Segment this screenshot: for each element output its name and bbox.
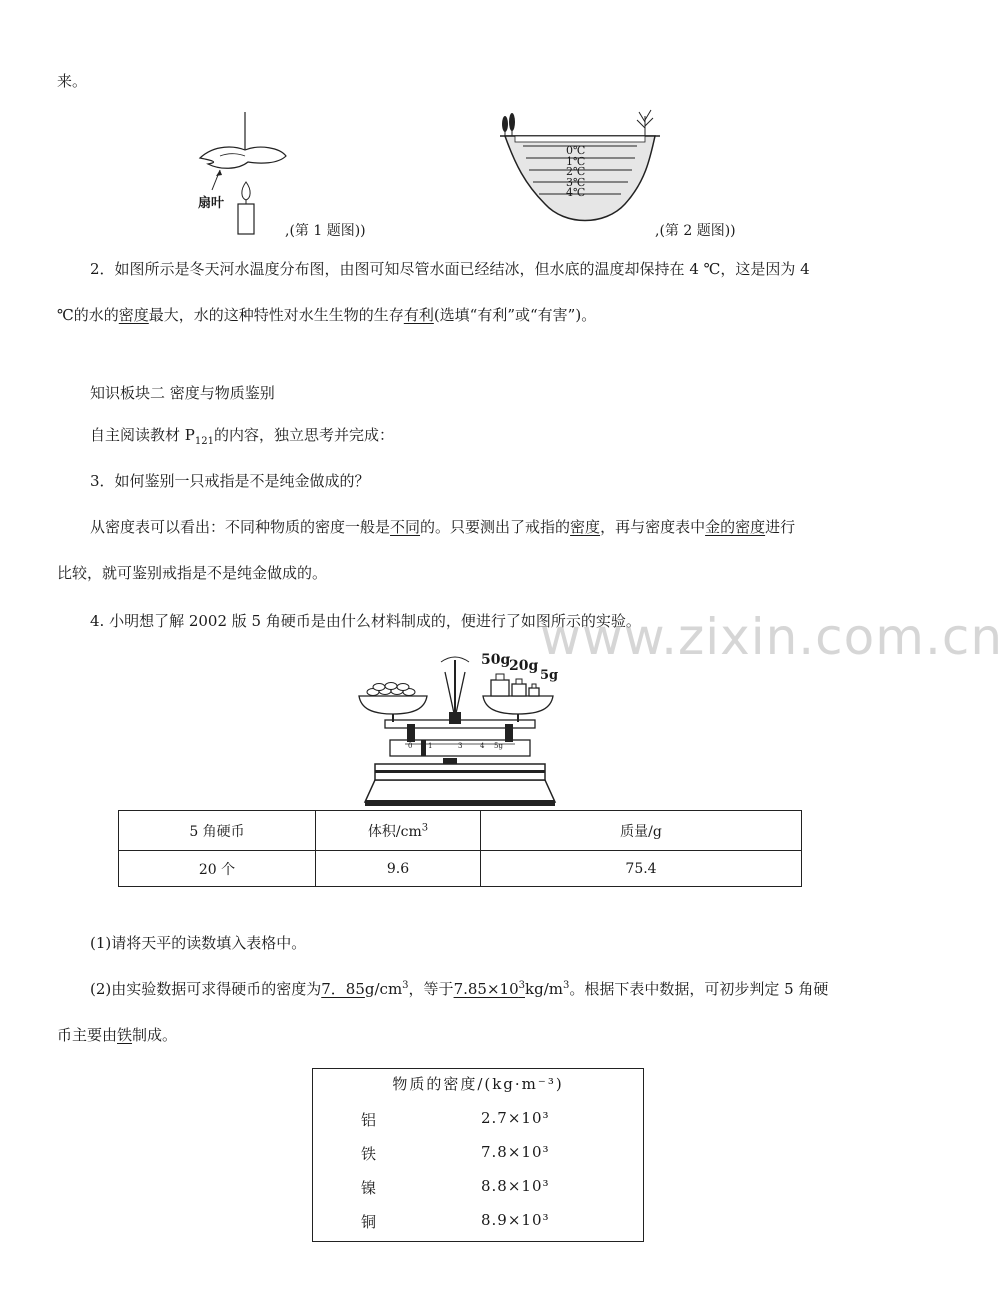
coin-data-table: [118, 810, 802, 887]
q4-answer-2-sup: 3: [518, 980, 525, 991]
q3-answer-line1: [90, 516, 795, 537]
q4-text: 制成。: [132, 1026, 178, 1044]
volume-header-text: 体积/cm: [367, 823, 422, 840]
coin-table-cell: 20 个: [119, 851, 316, 887]
fig2-temperature-labels: [566, 146, 596, 199]
q4-text: g/cm: [364, 980, 403, 998]
density-value: 7.8×10³: [481, 1143, 550, 1161]
reading-text: 的内容，独立思考并完成：: [213, 426, 394, 444]
q4-part2-line2: [57, 1024, 177, 1045]
q3-answer-2: 密度: [570, 518, 601, 536]
scale-tick: 5g: [494, 742, 503, 750]
q4-answer-1: 7．85: [321, 980, 365, 998]
density-value: 2.7×10³: [481, 1109, 550, 1127]
reading-page-sub: 121: [194, 436, 214, 447]
scale-tick: 1: [428, 742, 433, 750]
q4-part2-line1: [90, 978, 828, 999]
section-reading: [90, 424, 394, 447]
q4-text: ，等于: [408, 980, 454, 998]
coin-table-header: [316, 811, 481, 851]
q4-text: 币主要由: [57, 1026, 118, 1044]
fig2-caption: ,(第 2 题图)): [655, 223, 736, 239]
q4-text: 。根据下表中数据，可初步判定 5 角硬: [569, 980, 829, 998]
density-table: [312, 1068, 644, 1242]
reading-text: 自主阅读教材 P: [90, 426, 195, 444]
q3-text: 进行: [765, 518, 796, 536]
coin-table-header: 质量/g: [481, 811, 802, 851]
coin-table-header: 5 角硬币: [119, 811, 316, 851]
q3-text: 从密度表可以看出：不同种物质的密度一般是: [90, 518, 391, 536]
density-table-header: 物质的密度/(kg·m⁻³): [392, 1075, 564, 1093]
fig2-temp: 1℃: [566, 154, 586, 168]
density-material-name: 铜: [361, 1213, 377, 1231]
fig2-temp: 0℃: [566, 144, 586, 157]
scale-tick: 3: [458, 742, 463, 750]
q4-sup: 3: [402, 980, 409, 991]
q4-answer-3: 铁: [117, 1026, 133, 1044]
q2-line1: 2．如图所示是冬天河水温度分布图，由图可知尽管水面已经结冰，但水底的温度却保持在 4 ℃，这是因为 4: [90, 260, 810, 278]
fig2-temp: 2℃: [566, 165, 586, 178]
q2-answer-2: 有利: [403, 306, 434, 324]
watermark: www.zixin.com.cn: [540, 608, 1003, 666]
top-fragment: 来。: [57, 72, 88, 90]
coin-table-cell: 75.4: [481, 851, 802, 887]
q4-answer-2: 7.85×10: [453, 980, 519, 998]
q3-answer-3: 金的密度: [705, 518, 766, 536]
fig1-caption: ,(第 1 题图)): [285, 223, 366, 239]
scale-tick: 4: [480, 742, 485, 750]
density-material-name: 镍: [361, 1179, 377, 1197]
coin-table-cell: 9.6: [316, 851, 481, 887]
density-material-name: 铁: [361, 1145, 377, 1163]
q3-answer-1: 不同: [390, 518, 421, 536]
section-title: 知识板块二 密度与物质鉴别: [90, 384, 275, 402]
scale-tick: 0: [408, 742, 413, 750]
density-material-name: 铝: [361, 1111, 377, 1129]
q2-text: (选填“有利”或“有害”)。: [433, 306, 597, 324]
density-value: 8.9×10³: [481, 1211, 550, 1229]
weight-label-20g: 20g: [509, 658, 539, 674]
q3-text: 的。只要测出了戒指的: [420, 518, 571, 536]
q2-line2: [57, 304, 596, 325]
q2-text: ℃的水的: [57, 306, 119, 324]
q3-answer-line2: 比较，就可鉴别戒指是不是纯金做成的。: [57, 564, 328, 582]
weight-label-5g: 5g: [540, 668, 559, 683]
q2-answer-1: 密度: [118, 306, 149, 324]
q4-sup: 3: [562, 980, 570, 991]
volume-header-sup: 3: [421, 821, 429, 833]
q2-text: 最大，水的这种特性对水生生物的生存: [148, 306, 404, 324]
q4-part1: (1)请将天平的读数填入表格中。: [90, 934, 307, 952]
q4-text: kg/m: [525, 980, 563, 998]
q4-text: (2)由实验数据可求得硬币的密度为: [90, 980, 322, 998]
weight-label-50g: 50g: [481, 652, 511, 668]
q4-question: 4. 小明想了解 2002 版 5 角硬币是由什么材料制成的，便进行了如图所示的实验。: [90, 612, 641, 630]
fig2-temp: 4℃: [566, 186, 586, 199]
fig2-temp: 3℃: [566, 175, 586, 189]
q3-question: 3．如何鉴别一只戒指是不是纯金做成的？: [90, 472, 370, 490]
fig1-label: 扇叶: [198, 196, 225, 211]
q3-text: ，再与密度表中: [600, 518, 706, 536]
fig1-fan-candle-figure: [190, 112, 300, 237]
density-value: 8.8×10³: [481, 1177, 550, 1195]
